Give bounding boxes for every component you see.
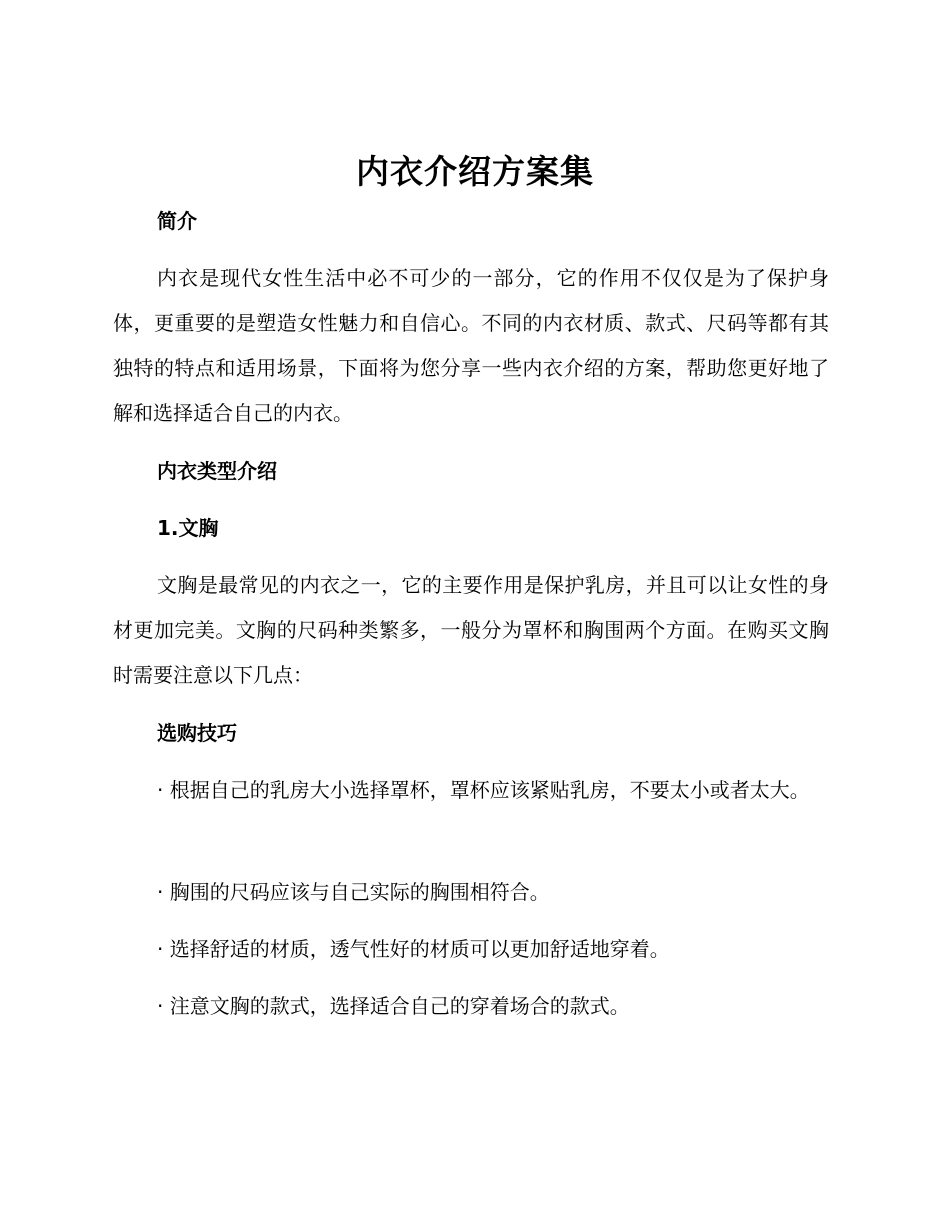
intro-paragraph: 内衣是现代女性生活中必不可少的一部分，它的作用不仅仅是为了保护身体，更重要的是塑造女性魅力和自信心。不同的内衣材质、款式、尺码等都有其独特的特点和适用场景，下面将为您分享一些内衣介绍的方案，帮助您更好地了解和选择适合自己的内衣。 [113, 266, 829, 425]
tip-item: · 注意文胸的款式，选择适合自己的穿着场合的款式。 [157, 994, 630, 1018]
tip-item: · 胸围的尺码应该与自己实际的胸围相符合。 [157, 880, 550, 904]
section-heading-bra: 1.文胸 [157, 516, 219, 540]
document-title: 内衣介绍方案集 [356, 152, 594, 191]
tip-item: · 根据自己的乳房大小选择罩杯，罩杯应该紧贴乳房，不要太小或者太大。 [157, 778, 810, 802]
bra-paragraph: 文胸是最常见的内衣之一，它的主要作用是保护乳房，并且可以让女性的身材更加完美。文胸的尺码种类繁多，一般分为罩杯和胸围两个方面。在购买文胸时需要注意以下几点： [113, 573, 829, 687]
section-heading-intro: 简介 [157, 209, 197, 233]
tip-item: · 选择舒适的材质，透气性好的材质可以更加舒适地穿着。 [157, 937, 670, 961]
section-heading-types: 内衣类型介绍 [157, 459, 277, 483]
section-heading-tips: 选购技巧 [157, 721, 237, 745]
